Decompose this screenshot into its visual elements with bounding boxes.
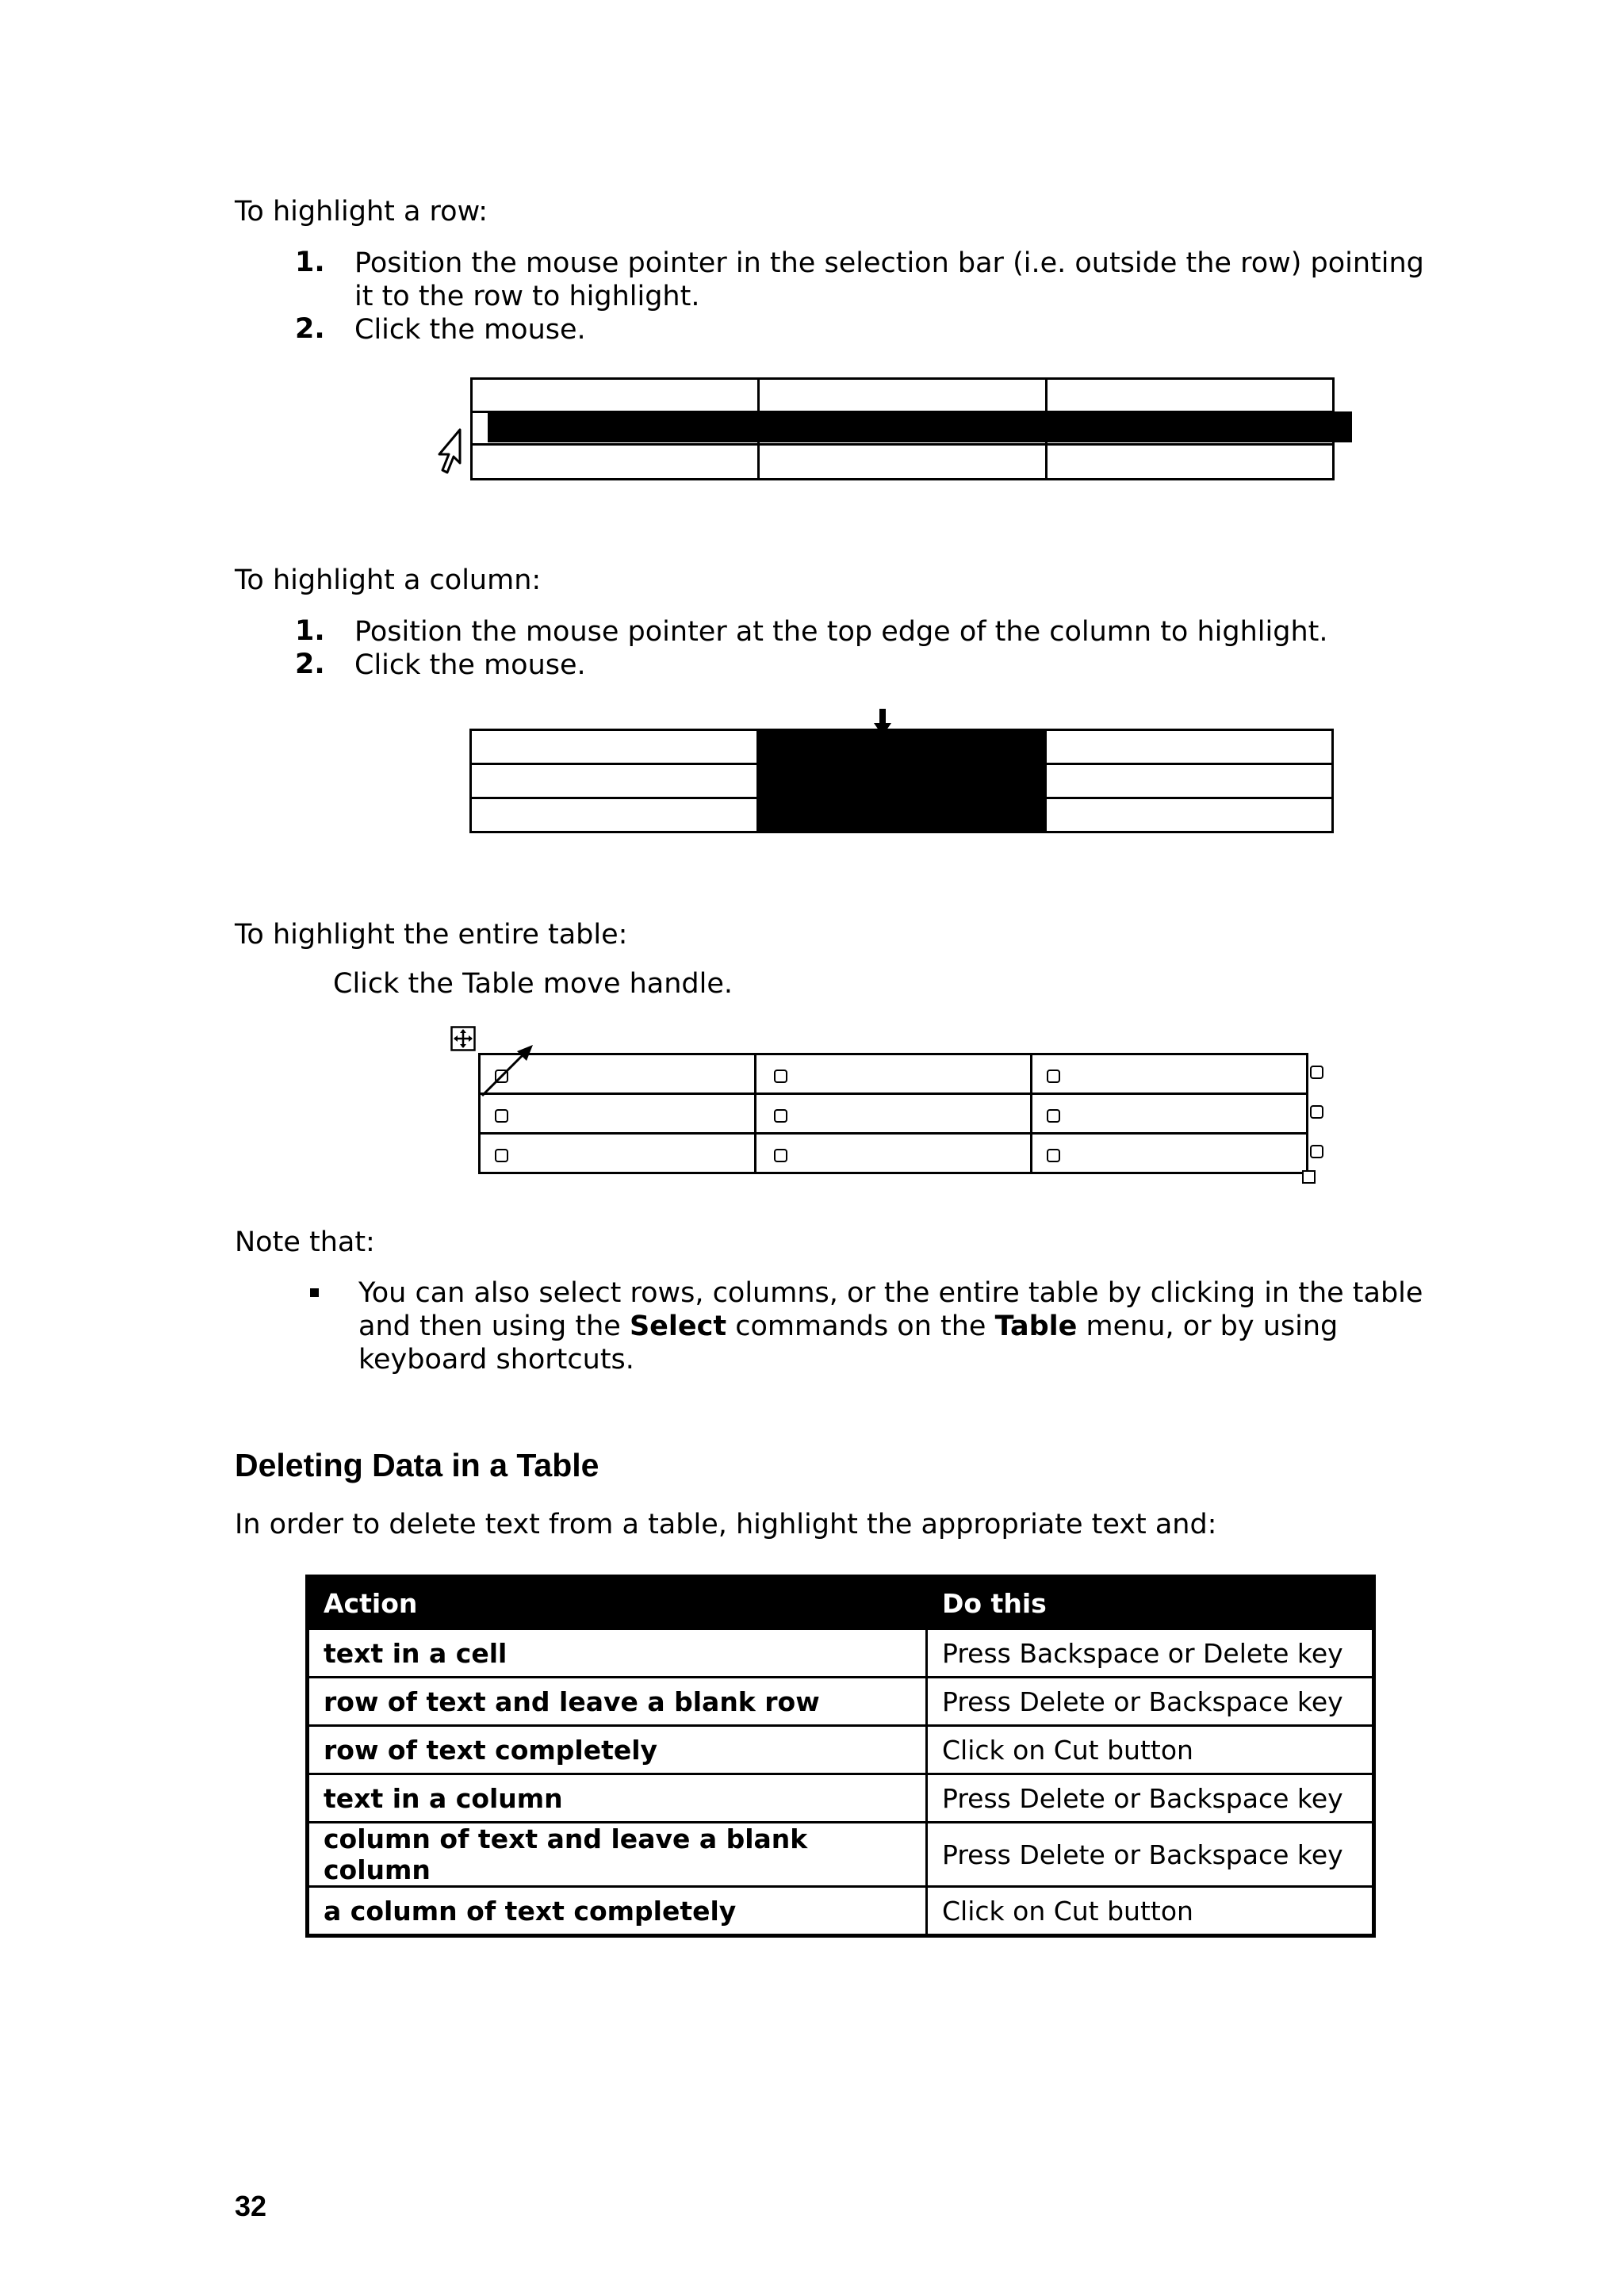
note-text: menu, or by using <box>1077 1311 1339 1342</box>
note-bullet-line2 <box>358 1310 1338 1343</box>
cell-end-marker <box>774 1149 787 1162</box>
header-action: Action <box>308 1577 927 1629</box>
cell-end-marker <box>1047 1070 1060 1083</box>
note-label: Note that: <box>235 1226 375 1258</box>
pointer-arrow-icon <box>476 1039 539 1102</box>
note-bullet-line3: keyboard shortcuts. <box>358 1344 634 1376</box>
illustration-cell <box>1032 1054 1308 1094</box>
row-step-1-line2: it to the row to highlight. <box>354 281 700 312</box>
row-end-marker <box>1310 1066 1323 1079</box>
row-section-intro: To highlight a row: <box>235 196 488 228</box>
header-do-this: Do this <box>927 1577 1374 1629</box>
row-end-marker <box>1310 1105 1323 1119</box>
cell-end-marker <box>1047 1109 1060 1123</box>
illustration-cell <box>1045 730 1332 764</box>
delete-actions-table <box>305 1575 1376 1938</box>
column-step-1-number: 1. <box>295 615 325 647</box>
illustration-row <box>480 1054 1308 1094</box>
do-this-cell: Click on Cut button <box>927 1887 1374 1936</box>
illustration-cell <box>1046 445 1333 480</box>
row-step-2-line1: Click the mouse. <box>354 314 586 346</box>
table-header-row <box>308 1577 1374 1629</box>
illustration-cell <box>759 445 1046 480</box>
illustration-cell <box>471 730 758 764</box>
row-step-2-number: 2. <box>295 313 325 345</box>
illustration-row <box>471 764 1333 798</box>
illustration-cell <box>480 1134 756 1173</box>
illustration-cell <box>1045 764 1332 798</box>
row-step-1-number: 1. <box>295 247 325 278</box>
note-text: and then using the <box>358 1311 630 1342</box>
section-heading: Deleting Data in a Table <box>235 1447 599 1483</box>
table-menu-term: Table <box>994 1311 1078 1342</box>
deleting-intro: In order to delete text from a table, highlight the appropriate text and: <box>235 1509 1217 1540</box>
table-row <box>308 1726 1374 1774</box>
select-command-term: Select <box>629 1311 727 1342</box>
note-bullet-line1: You can also select rows, columns, or the entire table by clicking in the table <box>358 1277 1423 1309</box>
do-this-cell: Click on Cut button <box>927 1726 1374 1774</box>
table-resize-handle <box>1302 1170 1316 1184</box>
illustration-cell <box>1032 1094 1308 1134</box>
row-step-1-line1: Position the mouse pointer in the selection bar (i.e. outside the row) pointing <box>354 247 1424 279</box>
illustration-cell <box>756 1134 1032 1173</box>
illustration-row <box>480 1094 1308 1134</box>
table-row <box>308 1774 1374 1823</box>
action-cell: column of text and leave a blank column <box>308 1823 927 1887</box>
table-section-intro: To highlight the entire table: <box>235 919 628 951</box>
column-step-2-number: 2. <box>295 649 325 680</box>
do-this-cell: Press Delete or Backspace key <box>927 1774 1374 1823</box>
table-row <box>308 1887 1374 1936</box>
illustration-cell <box>472 445 759 480</box>
highlighted-column-cell <box>758 764 1045 798</box>
cell-end-marker <box>1047 1149 1060 1162</box>
illustration-cell <box>756 1094 1032 1134</box>
entire-table-illustration <box>478 1053 1308 1174</box>
action-cell: text in a column <box>308 1774 927 1823</box>
illustration-row <box>472 379 1334 412</box>
bullet-icon <box>310 1288 319 1297</box>
column-step-2-line1: Click the mouse. <box>354 649 586 681</box>
illustration-row <box>472 445 1334 480</box>
illustration-cell <box>471 798 758 832</box>
row-end-marker <box>1310 1145 1323 1158</box>
illustration-row <box>471 730 1333 764</box>
illustration-cell <box>756 1054 1032 1094</box>
column-step-1-line1: Position the mouse pointer at the top edge of the column to highlight. <box>354 616 1328 648</box>
cell-end-marker <box>774 1070 787 1083</box>
illustration-cell <box>1032 1134 1308 1173</box>
table-row <box>308 1629 1374 1678</box>
action-cell: row of text and leave a blank row <box>308 1678 927 1726</box>
illustration-cell <box>472 379 759 412</box>
do-this-cell: Press Delete or Backspace key <box>927 1678 1374 1726</box>
column-section-intro: To highlight a column: <box>235 564 542 596</box>
mouse-pointer-icon <box>436 428 469 477</box>
page-number: 32 <box>235 2190 267 2222</box>
highlighted-row-bar <box>488 411 1352 442</box>
cell-end-marker <box>495 1149 508 1162</box>
action-cell: a column of text completely <box>308 1887 927 1936</box>
cell-end-marker <box>774 1109 787 1123</box>
highlighted-column-cell <box>758 798 1045 832</box>
do-this-cell: Press Delete or Backspace key <box>927 1823 1374 1887</box>
table-row <box>308 1823 1374 1887</box>
illustration-cell <box>759 379 1046 412</box>
illustration-cell <box>1045 798 1332 832</box>
table-section-instruction: Click the Table move handle. <box>333 968 733 1000</box>
column-highlight-illustration <box>469 729 1334 833</box>
cell-end-marker <box>495 1109 508 1123</box>
table-move-handle-icon <box>450 1026 476 1051</box>
action-cell: text in a cell <box>308 1629 927 1678</box>
illustration-row <box>471 798 1333 832</box>
table-row <box>308 1678 1374 1726</box>
highlighted-column-cell <box>758 730 1045 764</box>
action-cell: row of text completely <box>308 1726 927 1774</box>
do-this-cell: Press Backspace or Delete key <box>927 1629 1374 1678</box>
illustration-row <box>480 1134 1308 1173</box>
note-text: commands on the <box>726 1311 995 1342</box>
illustration-cell <box>471 764 758 798</box>
illustration-cell <box>1046 379 1333 412</box>
